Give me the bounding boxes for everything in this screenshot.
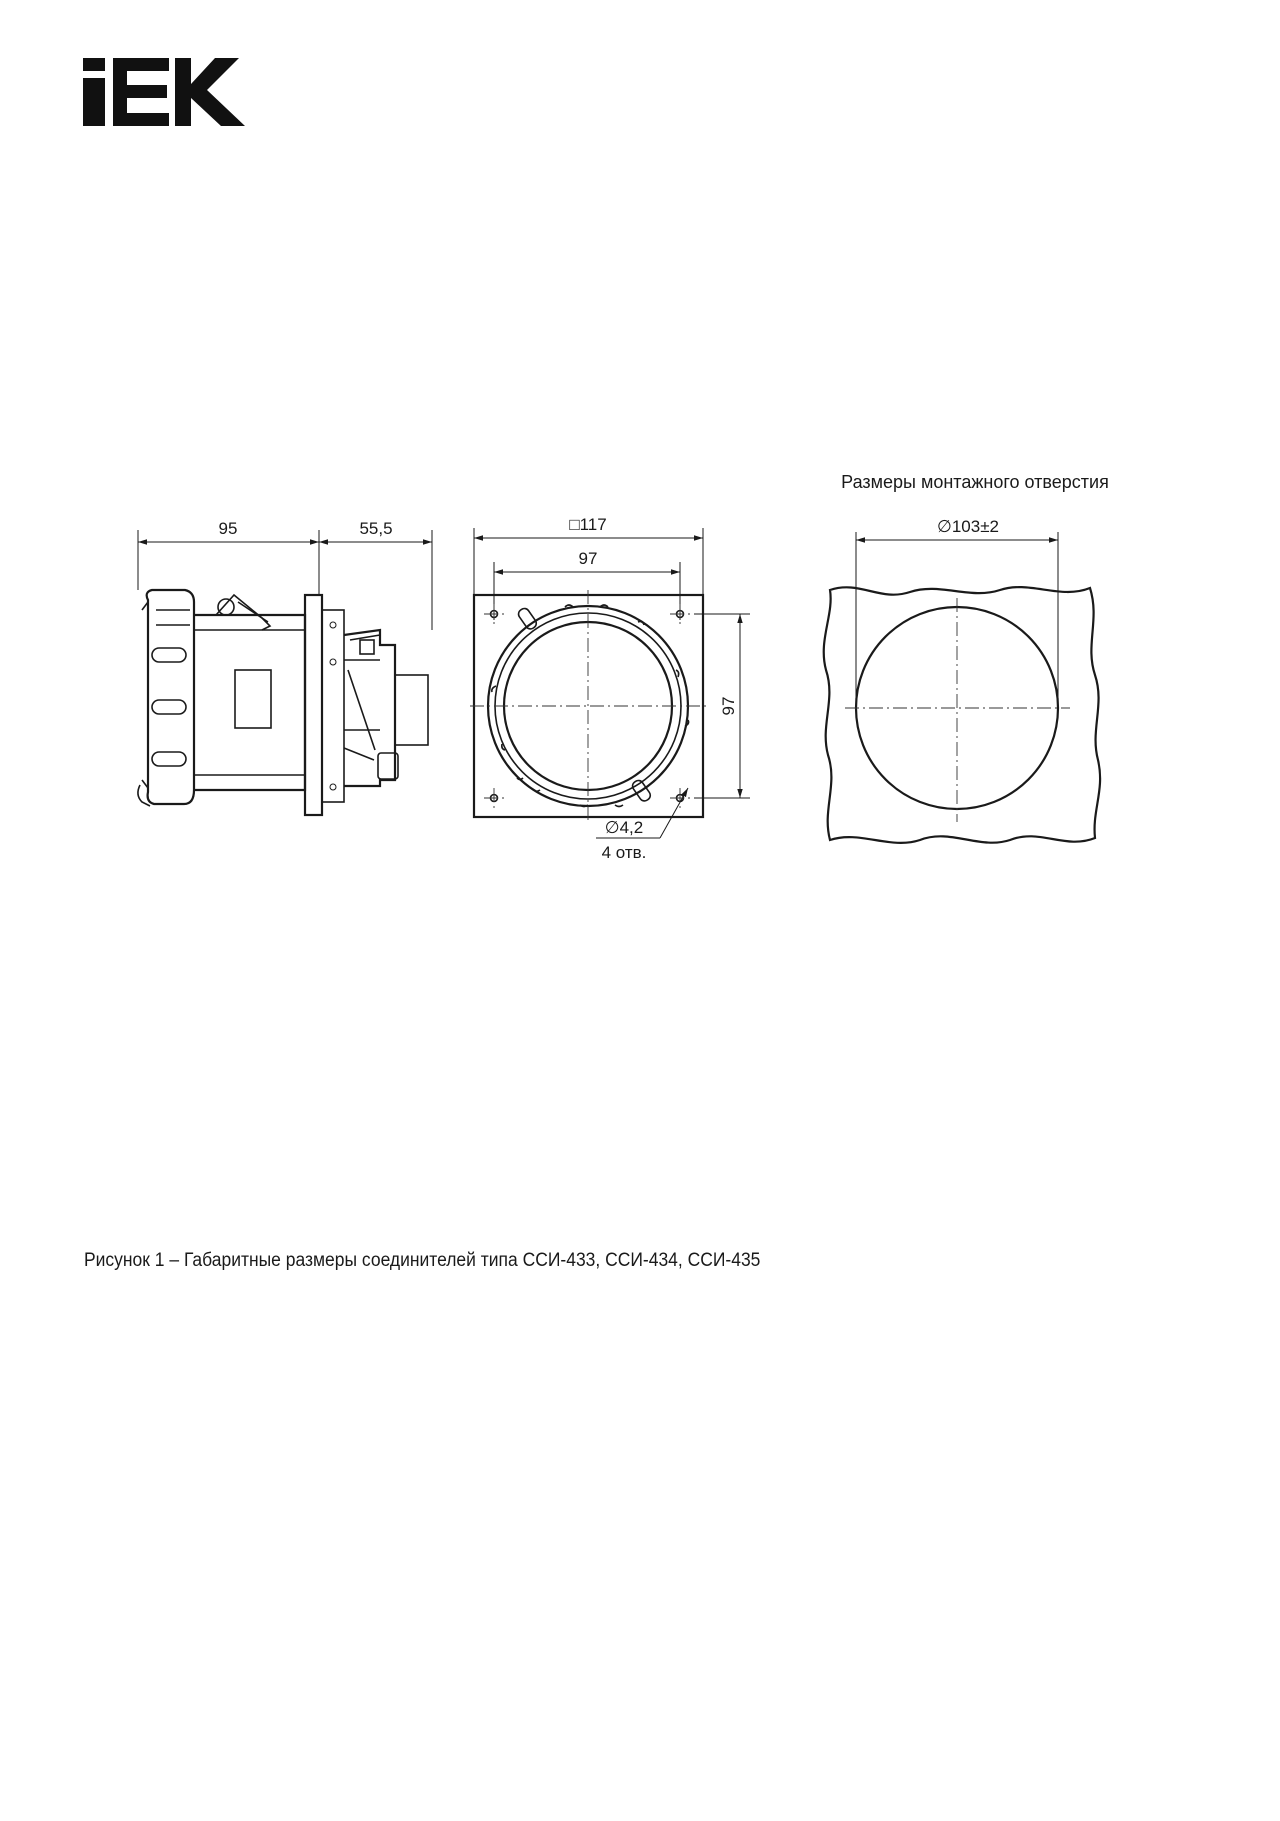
front-dim-holes-h: 97 [578,549,598,568]
front-dim-holes-v: 97 [719,696,738,716]
front-hole-diameter: ∅4,2 [604,818,644,837]
technical-drawing [0,430,1280,890]
side-dim-depth: 55,5 [359,519,393,538]
cutout-diameter: ∅103±2 [937,517,999,536]
iek-logo [83,58,245,126]
side-body-logo: IEK [242,683,262,715]
side-view [138,519,432,815]
cutout-title: Размеры монтажного отверстия [841,472,1109,492]
front-dim-outer: □117 [569,515,607,534]
front-view [470,515,750,862]
side-dim-width: 95 [218,519,238,538]
cutout-view [824,472,1109,843]
front-hole-count: 4 отв. [601,843,647,862]
figure-caption: Рисунок 1 – Габаритные размеры соединителей типа ССИ-433, ССИ-434, ССИ-435 [84,1250,761,1271]
